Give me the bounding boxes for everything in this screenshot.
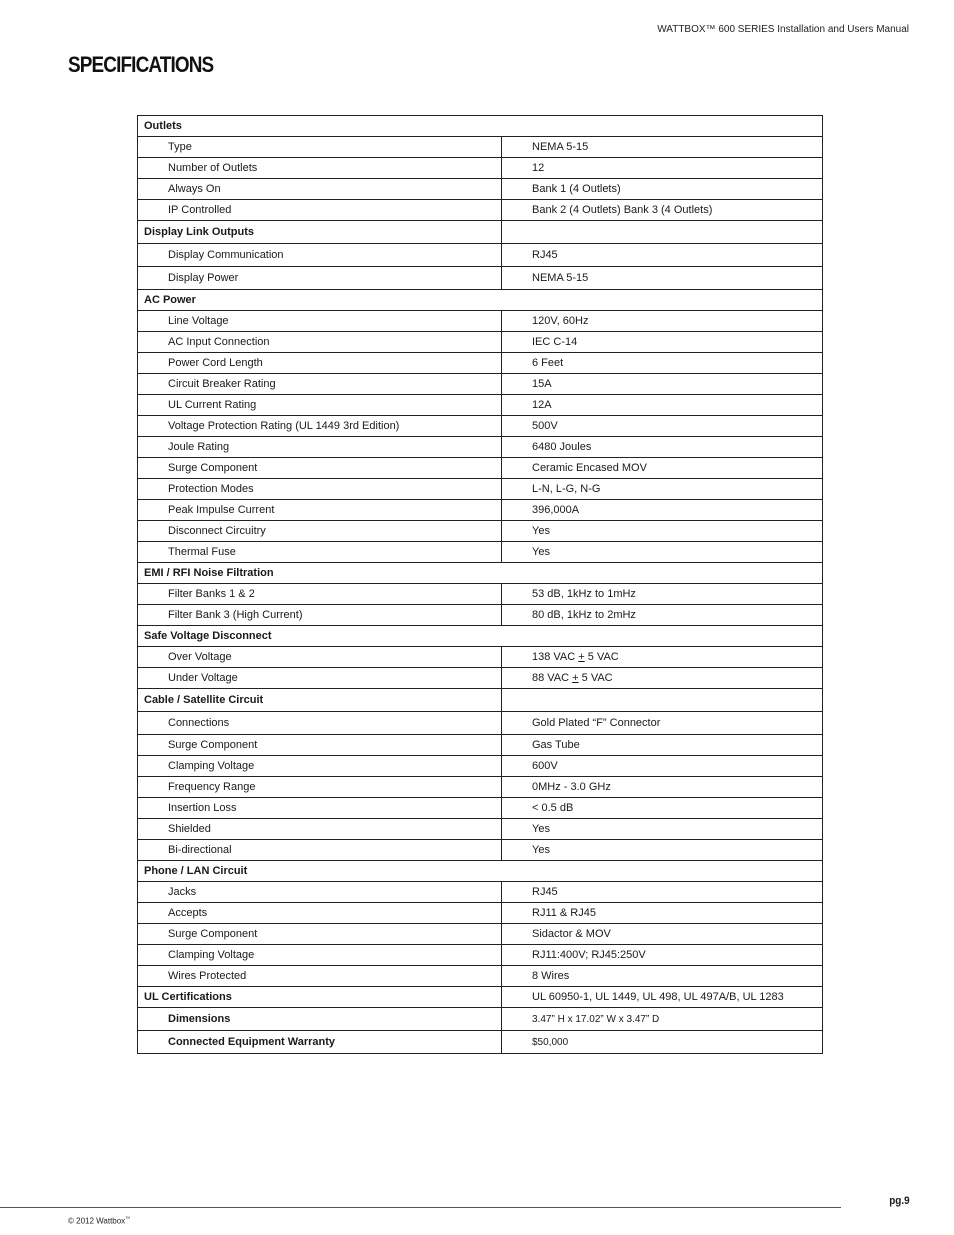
spec-value: Gas Tube xyxy=(502,735,823,756)
table-row xyxy=(138,798,823,819)
spec-value: Sidactor & MOV xyxy=(502,924,823,945)
spec-label: Voltage Protection Rating (UL 1449 3rd Edition) xyxy=(138,416,502,437)
section-heading: Phone / LAN Circuit xyxy=(138,861,823,882)
trademark-symbol: ™ xyxy=(125,1216,131,1222)
spec-label: Under Voltage xyxy=(138,668,502,689)
spec-value: L-N, L-G, N-G xyxy=(502,479,823,500)
spec-label: Bi-directional xyxy=(138,840,502,861)
spec-label: Filter Banks 1 & 2 xyxy=(138,584,502,605)
spec-label: Joule Rating xyxy=(138,437,502,458)
section-row-emi xyxy=(138,563,823,584)
spec-label: Dimensions xyxy=(138,1008,502,1031)
table-row xyxy=(138,416,823,437)
table-row xyxy=(138,882,823,903)
value-text: 138 VAC xyxy=(532,650,579,663)
spec-label: Filter Bank 3 (High Current) xyxy=(138,605,502,626)
table-row xyxy=(138,332,823,353)
spec-value: 53 dB, 1kHz to 1mHz xyxy=(502,584,823,605)
table-row xyxy=(138,437,823,458)
table-row xyxy=(138,777,823,798)
spec-label: Insertion Loss xyxy=(138,798,502,819)
table-row xyxy=(138,311,823,332)
spec-value: Bank 1 (4 Outlets) xyxy=(502,179,823,200)
empty-cell xyxy=(502,221,823,244)
table-row xyxy=(138,267,823,290)
table-row xyxy=(138,647,823,668)
table-row xyxy=(138,966,823,987)
specifications-table xyxy=(137,115,823,1054)
value-text: 5 VAC xyxy=(584,650,619,663)
section-row-display-link xyxy=(138,221,823,244)
section-heading: Display Link Outputs xyxy=(138,221,502,244)
spec-label: Clamping Voltage xyxy=(138,945,502,966)
table-row xyxy=(138,353,823,374)
section-heading: UL Certifications xyxy=(138,987,502,1008)
section-row-ac-power xyxy=(138,290,823,311)
table-row xyxy=(138,903,823,924)
copyright-text: © 2012 Wattbox xyxy=(68,1216,126,1226)
table-row xyxy=(138,179,823,200)
page-title: SPECIFICATIONS xyxy=(68,52,214,77)
table-row xyxy=(138,479,823,500)
table-row xyxy=(138,945,823,966)
section-row-outlets xyxy=(138,116,823,137)
spec-label: Number of Outlets xyxy=(138,158,502,179)
table-row xyxy=(138,1008,823,1031)
spec-label: Connected Equipment Warranty xyxy=(138,1031,502,1054)
table-row xyxy=(138,819,823,840)
spec-label: Surge Component xyxy=(138,458,502,479)
value-text: 5 VAC xyxy=(578,671,613,684)
table-row xyxy=(138,735,823,756)
table-row xyxy=(138,521,823,542)
spec-value: < 0.5 dB xyxy=(502,798,823,819)
table-row xyxy=(138,756,823,777)
empty-cell xyxy=(502,689,823,712)
spec-value: NEMA 5-15 xyxy=(502,137,823,158)
spec-label: Thermal Fuse xyxy=(138,542,502,563)
spec-label: Wires Protected xyxy=(138,966,502,987)
spec-label: Type xyxy=(138,137,502,158)
spec-label: Power Cord Length xyxy=(138,353,502,374)
spec-value: RJ11:400V; RJ45:250V xyxy=(502,945,823,966)
plus-minus-sign: + xyxy=(572,671,579,684)
spec-label: Over Voltage xyxy=(138,647,502,668)
table-row xyxy=(138,395,823,416)
table-row xyxy=(138,244,823,267)
spec-label: Line Voltage xyxy=(138,311,502,332)
section-heading: Safe Voltage Disconnect xyxy=(138,626,823,647)
section-heading: Outlets xyxy=(138,116,823,137)
table-row xyxy=(138,924,823,945)
table-row xyxy=(138,158,823,179)
spec-label: Surge Component xyxy=(138,924,502,945)
spec-value: $50,000 xyxy=(502,1031,823,1054)
spec-label: Always On xyxy=(138,179,502,200)
spec-value: UL 60950-1, UL 1449, UL 498, UL 497A/B, UL 1283 xyxy=(502,987,823,1008)
table-row xyxy=(138,542,823,563)
spec-value: 500V xyxy=(502,416,823,437)
spec-label: Surge Component xyxy=(138,735,502,756)
spec-value: Yes xyxy=(502,521,823,542)
table-row xyxy=(138,584,823,605)
section-heading: Cable / Satellite Circuit xyxy=(138,689,502,712)
footer-divider xyxy=(0,1207,841,1208)
spec-value xyxy=(502,647,823,668)
spec-value: 120V, 60Hz xyxy=(502,311,823,332)
spec-value: Bank 2 (4 Outlets) Bank 3 (4 Outlets) xyxy=(502,200,823,221)
spec-value: 3.47” H x 17.02” W x 3.47” D xyxy=(502,1008,823,1031)
spec-label: Clamping Voltage xyxy=(138,756,502,777)
copyright-notice xyxy=(68,1216,130,1226)
table-row xyxy=(138,137,823,158)
spec-value: 80 dB, 1kHz to 2mHz xyxy=(502,605,823,626)
section-row-ul xyxy=(138,987,823,1008)
spec-value: 12A xyxy=(502,395,823,416)
spec-value: RJ11 & RJ45 xyxy=(502,903,823,924)
spec-value: Yes xyxy=(502,819,823,840)
spec-label: Shielded xyxy=(138,819,502,840)
spec-label: AC Input Connection xyxy=(138,332,502,353)
spec-value: 6480 Joules xyxy=(502,437,823,458)
table-row xyxy=(138,840,823,861)
spec-value: Yes xyxy=(502,542,823,563)
spec-value: 12 xyxy=(502,158,823,179)
spec-label: Display Communication xyxy=(138,244,502,267)
table-row xyxy=(138,458,823,479)
spec-label: Jacks xyxy=(138,882,502,903)
spec-value xyxy=(502,668,823,689)
manual-title: WATTBOX™ 600 SERIES Installation and Users Manual xyxy=(657,24,909,35)
spec-label: Circuit Breaker Rating xyxy=(138,374,502,395)
spec-label: Accepts xyxy=(138,903,502,924)
table-row xyxy=(138,374,823,395)
spec-label: Connections xyxy=(138,712,502,735)
spec-value: IEC C-14 xyxy=(502,332,823,353)
spec-value: RJ45 xyxy=(502,244,823,267)
table-row xyxy=(138,605,823,626)
spec-value: 396,000A xyxy=(502,500,823,521)
section-heading: AC Power xyxy=(138,290,823,311)
value-text: 88 VAC xyxy=(532,671,573,684)
spec-value: 6 Feet xyxy=(502,353,823,374)
page-number: pg.9 xyxy=(889,1195,910,1207)
spec-value: 600V xyxy=(502,756,823,777)
spec-value: Gold Plated “F” Connector xyxy=(502,712,823,735)
spec-value: Ceramic Encased MOV xyxy=(502,458,823,479)
spec-value: RJ45 xyxy=(502,882,823,903)
spec-label: Disconnect Circuitry xyxy=(138,521,502,542)
table-row xyxy=(138,500,823,521)
spec-value: Yes xyxy=(502,840,823,861)
spec-value: 8 Wires xyxy=(502,966,823,987)
spec-value: 0MHz - 3.0 GHz xyxy=(502,777,823,798)
spec-label: IP Controlled xyxy=(138,200,502,221)
table-row xyxy=(138,200,823,221)
section-row-cable xyxy=(138,689,823,712)
spec-label: Frequency Range xyxy=(138,777,502,798)
table-row xyxy=(138,668,823,689)
section-heading: EMI / RFI Noise Filtration xyxy=(138,563,823,584)
section-row-safe-voltage xyxy=(138,626,823,647)
spec-label: UL Current Rating xyxy=(138,395,502,416)
table-row xyxy=(138,712,823,735)
table-row xyxy=(138,1031,823,1054)
plus-minus-sign: + xyxy=(578,650,585,663)
spec-value: 15A xyxy=(502,374,823,395)
spec-value: NEMA 5-15 xyxy=(502,267,823,290)
spec-label: Peak Impulse Current xyxy=(138,500,502,521)
section-row-phone-lan xyxy=(138,861,823,882)
spec-label: Display Power xyxy=(138,267,502,290)
spec-label: Protection Modes xyxy=(138,479,502,500)
